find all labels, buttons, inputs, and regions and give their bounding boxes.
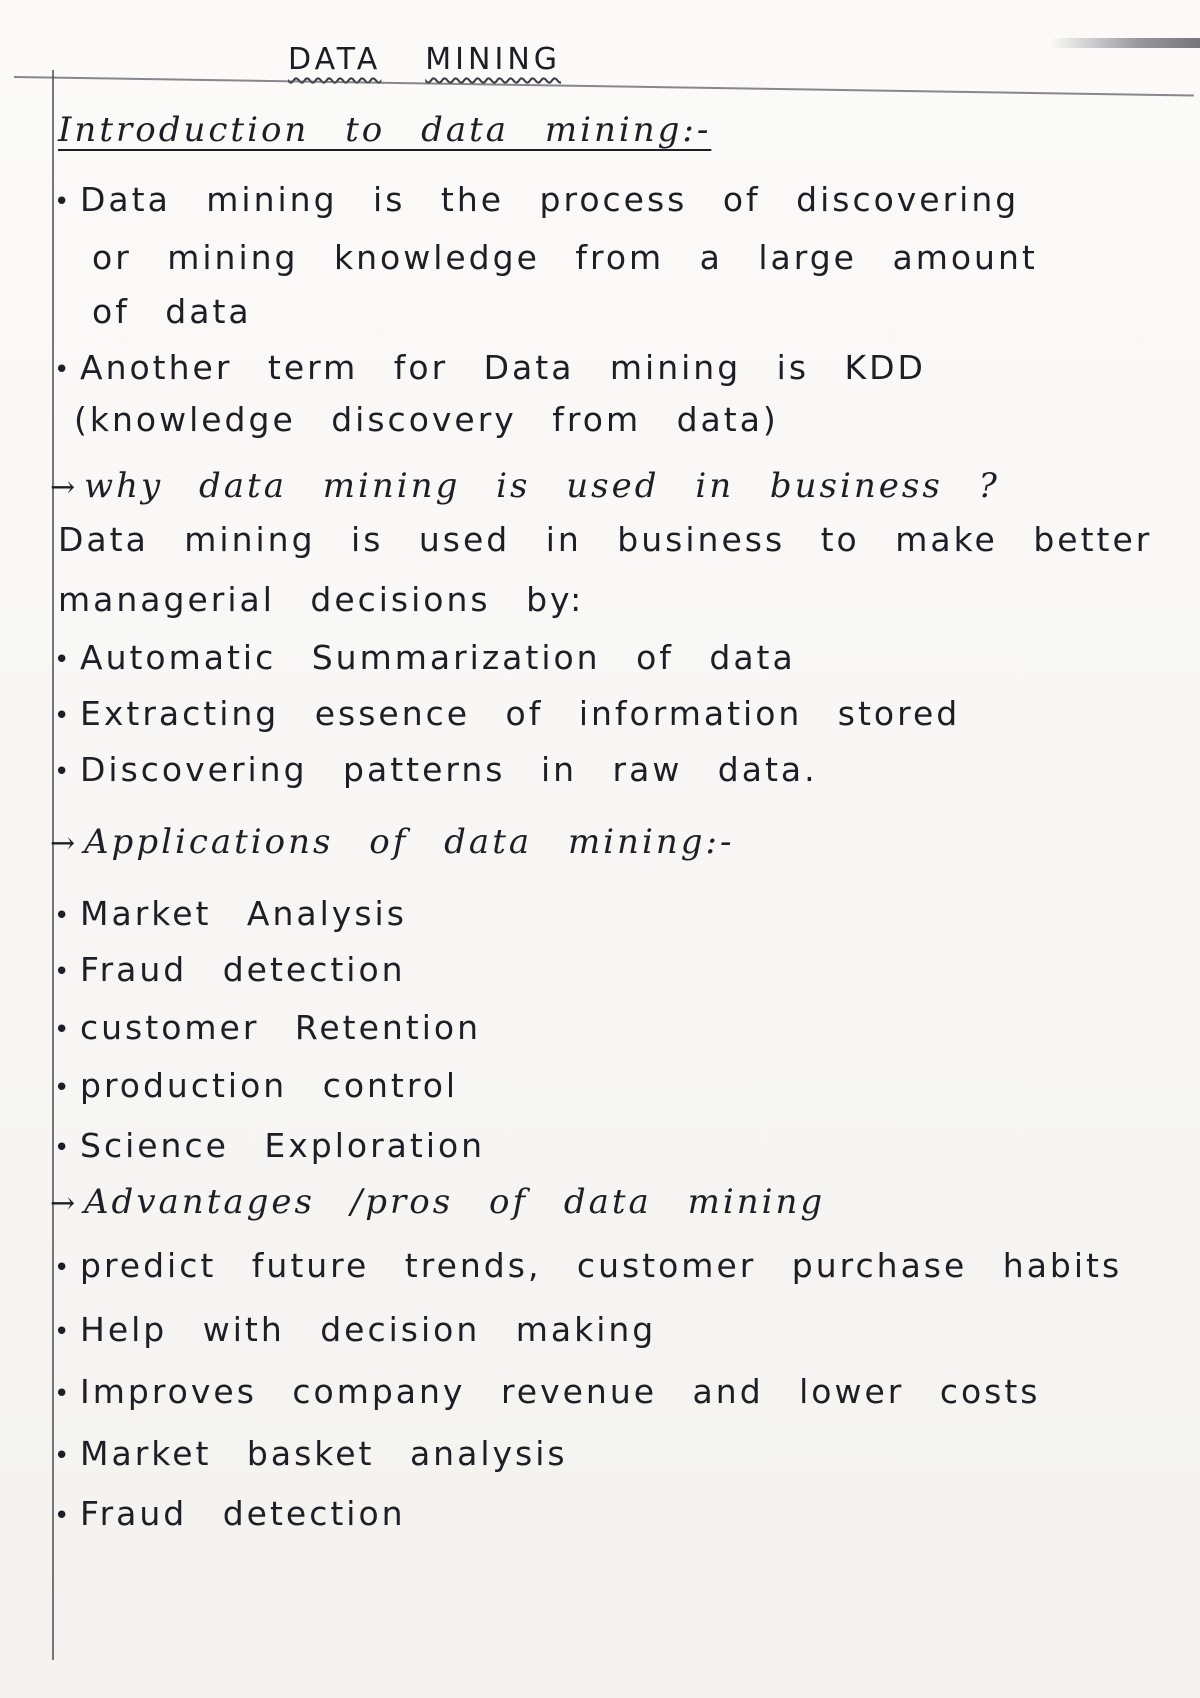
page-title	[288, 42, 561, 77]
note-line: • Discovering patterns in raw data.	[58, 750, 818, 789]
note-line: • Data mining is the process of discovering	[58, 180, 1019, 219]
note-line: of data	[92, 292, 252, 331]
note-line: • Extracting essence of information stored	[58, 694, 960, 733]
list-item: • Market Analysis	[58, 894, 407, 933]
section-heading-introduction: Introduction to data mining:-	[58, 110, 712, 150]
note-line: Data mining is used in business to make better	[58, 520, 1153, 559]
section-heading-advantages: → Advantages /pros of data mining	[58, 1182, 825, 1222]
note-line: or mining knowledge from a large amount	[92, 238, 1038, 277]
margin-line	[52, 70, 54, 1660]
list-item: • Help with decision making	[58, 1310, 656, 1349]
title-word-mining: MINING	[425, 42, 562, 77]
list-item: • Science Exploration	[58, 1126, 485, 1165]
page-edge-shadow	[1050, 38, 1200, 48]
list-item: • customer Retention	[58, 1008, 481, 1047]
list-item: • Improves company revenue and lower costs	[58, 1372, 1041, 1411]
list-item: • Fraud detection	[58, 1494, 406, 1533]
note-line: (knowledge discovery from data)	[74, 400, 779, 439]
note-line: • Automatic Summarization of data	[58, 638, 796, 677]
list-item: • Fraud detection	[58, 950, 406, 989]
note-line: managerial decisions by:	[58, 580, 585, 619]
header-rule	[14, 76, 1194, 97]
note-line: • Another term for Data mining is KDD	[58, 348, 926, 387]
list-item: • predict future trends, customer purchase habits	[58, 1246, 1122, 1285]
section-heading-business: → why data mining is used in business ?	[58, 466, 1000, 506]
title-word-data: DATA	[288, 42, 382, 77]
section-heading-applications: → Applications of data mining:-	[58, 822, 734, 862]
list-item: • Market basket analysis	[58, 1434, 568, 1473]
list-item: • production control	[58, 1066, 458, 1105]
